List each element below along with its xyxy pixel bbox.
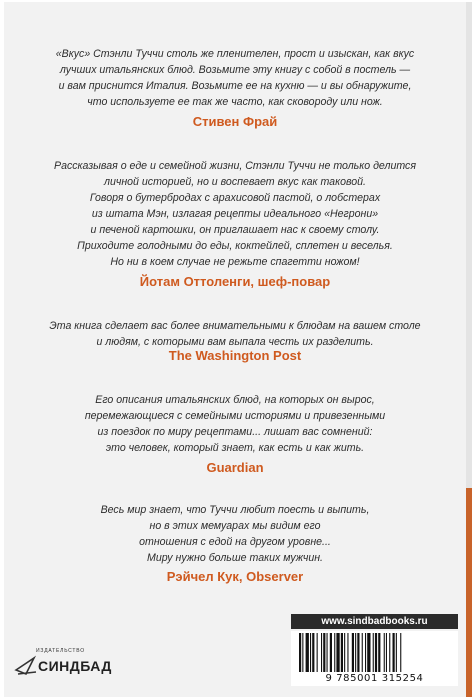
barcode-bar [341, 633, 343, 673]
quote-washington-post [4, 318, 466, 350]
quote-guardian [4, 392, 466, 456]
barcode-bar [347, 633, 348, 673]
barcode-bar [375, 633, 377, 673]
barcode-bar [306, 633, 309, 673]
quote-line: что используете ее так же часто, как сковороду или нож. [87, 96, 383, 108]
barcode-bar [344, 633, 345, 673]
barcode-bar [384, 633, 385, 673]
barcode-bar [302, 633, 303, 673]
quote-line: из штата Мэн, излагая рецепты идеального «Негрони» [91, 208, 379, 220]
quote-line: и людям, с которыми вам выпала честь их разделить. [96, 336, 374, 348]
spine-accent [466, 488, 472, 697]
publisher-logo [14, 644, 112, 688]
quote-line: и печеной картошки, он приглашает нас к своему столу. [90, 224, 380, 236]
quote-line: Миру нужно больше таких мужчин. [147, 552, 323, 564]
barcode-bar [312, 633, 314, 673]
quote-line: отношения с едой на другом уровне... [139, 536, 331, 548]
barcode-bar [393, 633, 395, 673]
author-fry: Стивен Фрай [192, 114, 278, 129]
quote-line: Весь мир знает, что Туччи любит поесть и выпить, [100, 504, 370, 516]
barcode-bar [389, 633, 390, 673]
barcode-bar [321, 633, 322, 673]
quote-line: Его описания итальянских блюд, на которых он вырос, [95, 394, 375, 406]
barcode-bar [396, 633, 397, 673]
barcode-bar [367, 633, 370, 673]
quote-line: «Вкус» Стэнли Туччи столь же пленителен, прост и изыскан, как вкус [55, 48, 415, 60]
quote-fry [4, 46, 466, 110]
quote-line: личной историей, но и воспевает вкус как таковой. [103, 176, 366, 188]
quote-line: лучших итальянских блюд. Возьмите эту книгу с собой в постель — [59, 64, 411, 76]
publisher-name: СИНДБАД [38, 658, 112, 674]
barcode-bar [310, 633, 311, 673]
barcode-bar [378, 633, 380, 673]
author-guardian: Guardian [206, 460, 264, 475]
publisher-tagline: ИЗДАТЕЛЬСТВО [36, 648, 85, 654]
quote-line: Говоря о бутербродах с арахисовой пастой, о лобстерах [89, 192, 381, 204]
barcode-bar [362, 633, 363, 673]
quote-line: Эта книга сделает вас более внимательными к блюдам на вашем столе [49, 320, 421, 332]
barcode-bar [299, 633, 301, 673]
quote-line: перемежающиеся с семейными историями и привезенными [84, 410, 386, 422]
barcode-bar [386, 633, 387, 673]
barcode-bar [336, 633, 339, 673]
quote-line: Приходите голодными до еды, коктейлей, сплетен и веселья. [77, 240, 393, 252]
quote-line: но в этих мемуарах мы видим его [149, 520, 321, 532]
barcode-bar [373, 633, 374, 673]
author-washington-post: The Washington Post [168, 348, 302, 363]
barcode-block [291, 614, 458, 686]
quote-observer [4, 502, 466, 566]
quote-ottolenghi [4, 158, 466, 270]
barcode-bar [400, 633, 401, 673]
website-url[interactable]: www.sindbadbooks.ru [291, 614, 458, 629]
quote-line: из поездок по миру рецептами... лишат вас сомнений: [97, 426, 373, 438]
barcode-bar [334, 633, 335, 673]
barcode-bar [330, 633, 332, 673]
quote-line: Рассказывая о еде и семейной жизни, Стэнли Туччи не только делится [54, 160, 416, 172]
sail-icon [14, 654, 38, 678]
quote-line: это человек, который знает, как есть и как жить. [105, 442, 365, 454]
barcode-bar [327, 633, 328, 673]
barcode-bar [355, 633, 356, 673]
barcode-bar [357, 633, 359, 673]
barcode-bar [352, 633, 354, 673]
barcode-bar [317, 633, 318, 673]
back-cover [4, 2, 466, 697]
author-observer: Рэйчел Кук, Observer [166, 569, 304, 584]
barcode-bar [365, 633, 366, 673]
isbn-barcode [291, 631, 458, 675]
isbn-number: 9 785001 315254 [291, 672, 458, 686]
author-ottolenghi: Йотам Оттоленги, шеф-повар [139, 274, 331, 289]
quote-line: Но ни в коем случае не режьте спагетти ножом! [110, 256, 360, 268]
barcode-bar [323, 633, 325, 673]
quote-line: и вам приснится Италия. Возьмите ее на кухню — и вы обнаружите, [58, 80, 412, 92]
